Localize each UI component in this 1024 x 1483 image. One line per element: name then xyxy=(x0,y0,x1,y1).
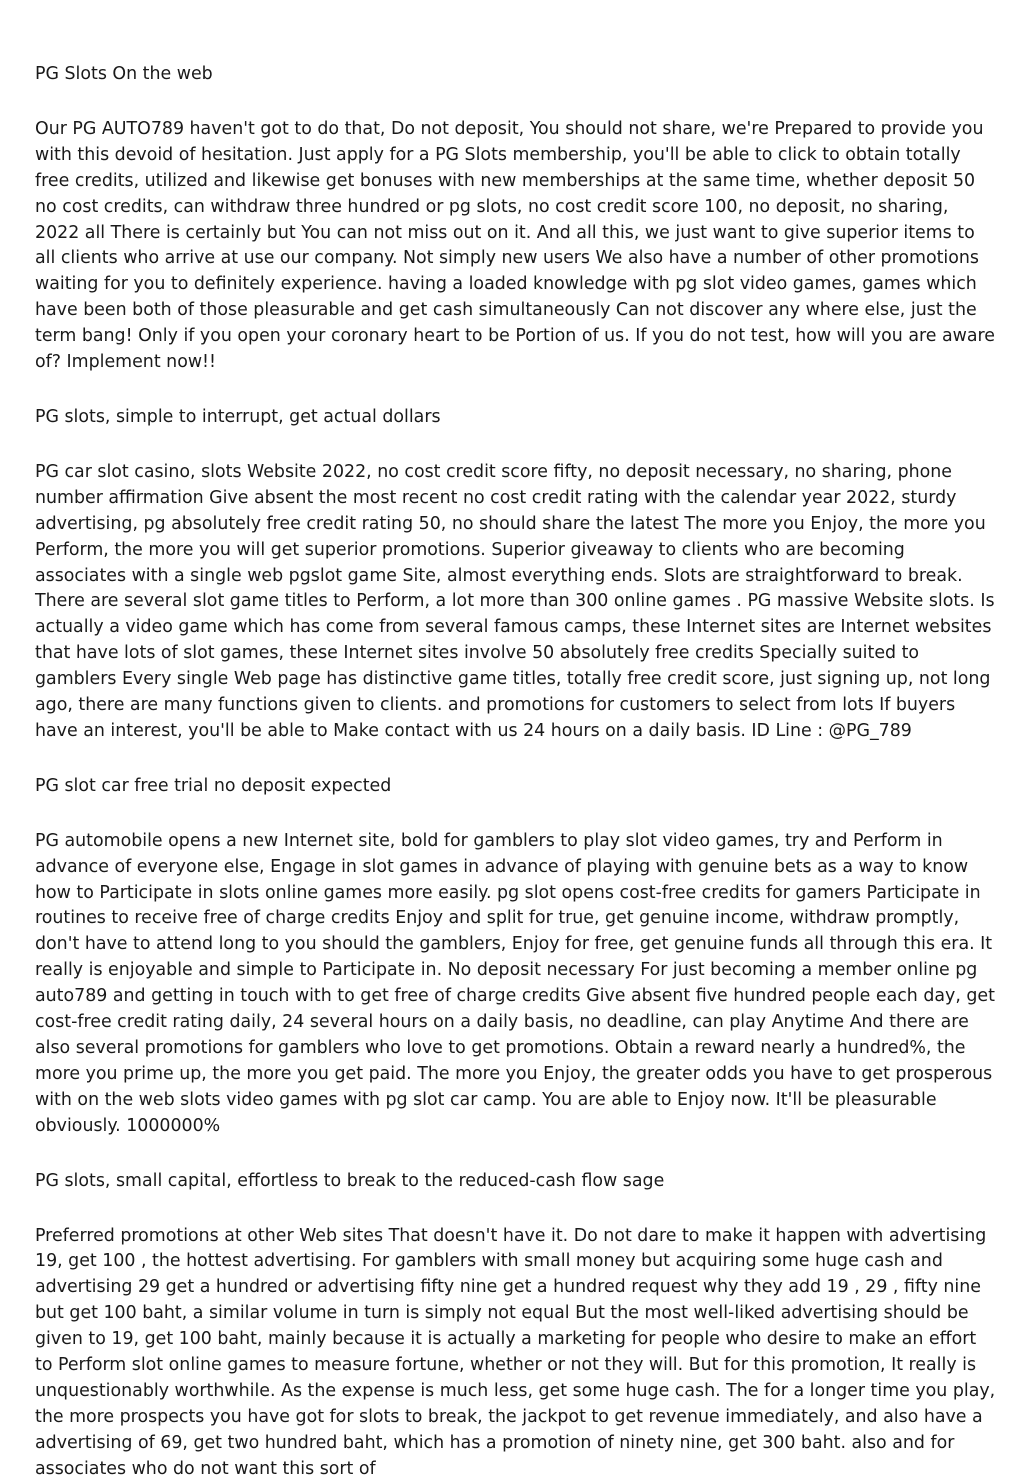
section-heading: PG Slots On the web xyxy=(35,64,213,84)
section-paragraph: Preferred promotions at other Web sites That doesn't have it. Do not dare to make it happen with advertising 19, get 100 , the hottest advertising. For gamblers with small money but acquiring some huge cash and advertising 29 get a hundred or advertising fifty nine get a hundred request why they add 19 , 29 , fifty nine but get 100 baht, a similar volume in turn is simply not equal But the most well-liked advertising should be given to 19, get 100 baht, mainly because it is actually a marketing for people who desire to make an effort to Perform slot online games to measure fortune, whether or not they will. But for this promotion, It really is unquestionably worthwhile. As the expense is much less, get some huge cash. The for a longer time you play, the more prospects you have got for slots to break, the jackpot to get revenue immediately, and also have a advertising of 69, get two hundred baht, which has a promotion of ninety nine, get 300 baht. also and for associates who do not want this sort of xyxy=(35,1225,996,1479)
section-heading: PG slot car free trial no deposit expected xyxy=(35,775,392,796)
section-heading: PG slots, simple to interrupt, get actual dollars xyxy=(35,406,441,427)
document-page xyxy=(35,62,997,1483)
section-paragraph: PG car slot casino, slots Website 2022, no cost credit score fifty, no deposit necessary, no sharing, phone number affirmation Give absent the most recent no cost credit rating with the calendar year 2022, sturdy advertising, pg absolutely free credit rating 50, no should share the latest The more you Enjoy, the more you Perform, the more you will get superior promotions. Superior giveaway to clients who are becoming associates with a single web pgslot game Site, almost everything ends. Slots are straightforward to break. There are several slot game titles to Perform, a lot more than 300 online games . PG massive Website slots. Is actually a video game which has come from several famous camps, these Internet sites are Internet websites that have lots of slot games, these Internet sites involve 50 absolutely free credits Specially suited to gamblers Every single Web page has distinctive game titles, totally free credit score, just signing up, not long ago, there are many functions given to clients. and promotions for customers to select from lots If buyers have an interest, you'll be able to Make contact with us 24 hours on a daily basis. ID Line : @PG_789 xyxy=(35,461,995,741)
section-paragraph: PG automobile opens a new Internet site, bold for gamblers to play slot video games, try and Perform in advance of everyone else, Engage in slot games in advance of playing with genuine bets as a way to know how to Participate in slots online games more easily. pg slot opens cost-free credits for gamers Participate in routines to receive free of charge credits Enjoy and split for true, get genuine income, withdraw promptly, don't have to attend long to you should the gamblers, Enjoy for free, get genuine funds all through this era. It really is enjoyable and simple to Participate in. No deposit necessary For just becoming a member online pg auto789 and getting in touch with to get free of charge credits Give absent five hundred people each day, get cost-free credit rating daily, 24 several hours on a daily basis, no deadline, can play Anytime And there are also several promotions for gamblers who love to get promotions. Obtain a reward nearly a hundred%, the more you prime up, the more you get paid. The more you Enjoy, the greater odds you have to get prosperous with on the web slots video games with pg slot car camp. You are able to Enjoy now. It'll be pleasurable obviously. 1000000% xyxy=(35,830,995,1136)
section-paragraph: Our PG AUTO789 haven't got to do that, Do not deposit, You should not share, we're Prepared to provide you with this devoid of hesitation. Just apply for a PG Slots membership, you'll be able to click to obtain totally free credits, utilized and likewise get bonuses with new memberships at the same time, whether deposit 50 no cost credits, can withdraw three hundred or pg slots, no cost credit score 100, no deposit, no sharing, 2022 all There is certainly but You can not miss out on it. And all this, we just want to give superior items to all clients who arrive at use our company. Not simply new users We also have a number of other promotions waiting for you to definitely experience. having a loaded knowledge with pg slot video games, games which have been both of those pleasurable and get cash simultaneously Can not discover any where else, just the term bang! Only if you open your coronary heart to be Portion of us. If you do not test, how will you are aware of? Implement now!! xyxy=(35,118,996,373)
section-heading: PG slots, small capital, effortless to break to the reduced-cash flow sage xyxy=(35,1170,665,1191)
